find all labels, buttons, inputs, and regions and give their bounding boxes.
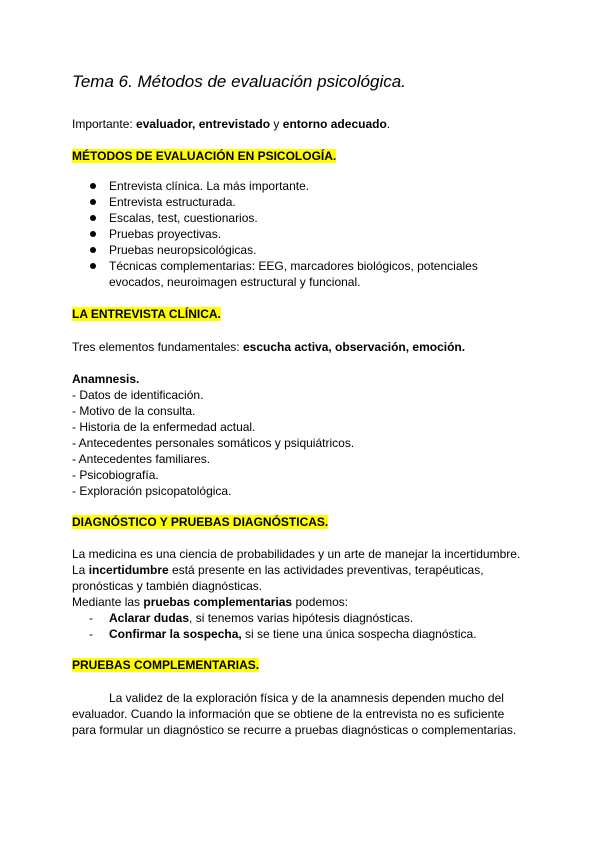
section-heading-pruebas [72, 657, 259, 673]
list-item: - Antecedentes personales somáticos y psiquiátricos. [72, 436, 355, 450]
anamnesis-title [72, 371, 139, 387]
list-item: - Motivo de la consulta. [72, 404, 196, 418]
section-heading-metodos [72, 148, 336, 164]
paragraph-line: La medicina es una ciencia de probabilidades y un arte de manejar la incertidumbre. [72, 547, 521, 561]
anamnesis-list [72, 387, 354, 499]
list-item: - Historia de la enfermedad actual. [72, 420, 256, 434]
text-span: Mediante las [72, 595, 144, 609]
heading-highlight: DIAGNÓSTICO Y PRUEBAS DIAGNÓSTICAS. [72, 515, 329, 529]
text-bold: incertidumbre [88, 563, 169, 577]
list-item: Pruebas neuropsicológicas. [72, 242, 478, 258]
list-item: Técnicas complementarias: EEG, marcadores biológicos, potenciales [72, 258, 478, 274]
list-item: Entrevista estructurada. [72, 194, 478, 210]
intro-end: . [386, 117, 391, 131]
heading-period: . [255, 658, 260, 672]
section-heading-entrevista [72, 306, 221, 322]
paragraph-line [72, 594, 348, 610]
text-span: está presente en las actividades preventivas, terapéuticas, [168, 563, 484, 577]
paragraph-line: pronósticas y también diagnósticas. [72, 579, 263, 593]
list-item: - Datos de identificación. [72, 388, 204, 402]
list-item: Escalas, test, cuestionarios. [72, 210, 478, 226]
intro-bold-2: entorno adecuado [282, 117, 387, 131]
list-item: - Antecedentes familiares. [72, 452, 211, 466]
methods-list [72, 178, 478, 274]
anamnesis-title-text: Anamnesis. [72, 372, 140, 386]
text-span: si se tiene una única sospecha diagnóstica. [241, 627, 477, 641]
paragraph-line: para formular un diagnóstico se recurre a pruebas diagnósticas o complementarias. [72, 723, 517, 737]
intro-line [72, 116, 390, 132]
heading-highlight: MÉTODOS DE EVALUACIÓN EN PSICOLOGÍA. [72, 149, 337, 163]
list-item [72, 610, 477, 626]
list-item [72, 626, 477, 642]
intro-prefix: Importante: [72, 117, 137, 131]
list-item: Entrevista clínica. La más importante. [72, 178, 478, 194]
heading-highlight: LA ENTREVISTA CLÍNICA. [72, 307, 221, 321]
list-item: Pruebas proyectivas. [72, 226, 478, 242]
list-item: - Exploración psicopatológica. [72, 484, 232, 498]
intro-mid: y [270, 117, 283, 131]
paragraph-line [72, 562, 484, 578]
paragraph-line: evaluador. Cuando la información que se obtiene de la entrevista no es suficiente [72, 707, 505, 721]
page-title: Tema 6. Métodos de evaluación psicológica. [72, 72, 406, 91]
elements-bold: escucha activa, observación, emoción. [242, 340, 466, 354]
text-bold: pruebas complementarias [143, 595, 293, 609]
list-item: - Psicobiografía. [72, 468, 159, 482]
text-span: La [72, 563, 89, 577]
intro-bold-1: evaluador, entrevistado [136, 117, 271, 131]
text-span: , si tenemos varias hipótesis diagnósticas. [189, 611, 414, 625]
heading-highlight: PRUEBAS COMPLEMENTARIAS [72, 658, 256, 672]
section-heading-diagnostico [72, 514, 328, 530]
paragraph-line: La validez de la exploración física y de la anamnesis dependen mucho del [109, 691, 504, 705]
elements-prefix: Tres elementos fundamentales: [72, 340, 243, 354]
list-item-continuation: evocados, neuroimagen estructural y funcional. [109, 275, 361, 289]
text-bold: Aclarar dudas [109, 611, 190, 625]
text-span: podemos: [292, 595, 349, 609]
dash-list [72, 610, 477, 642]
text-bold: Confirmar la sospecha, [109, 627, 242, 641]
elements-line [72, 339, 465, 355]
